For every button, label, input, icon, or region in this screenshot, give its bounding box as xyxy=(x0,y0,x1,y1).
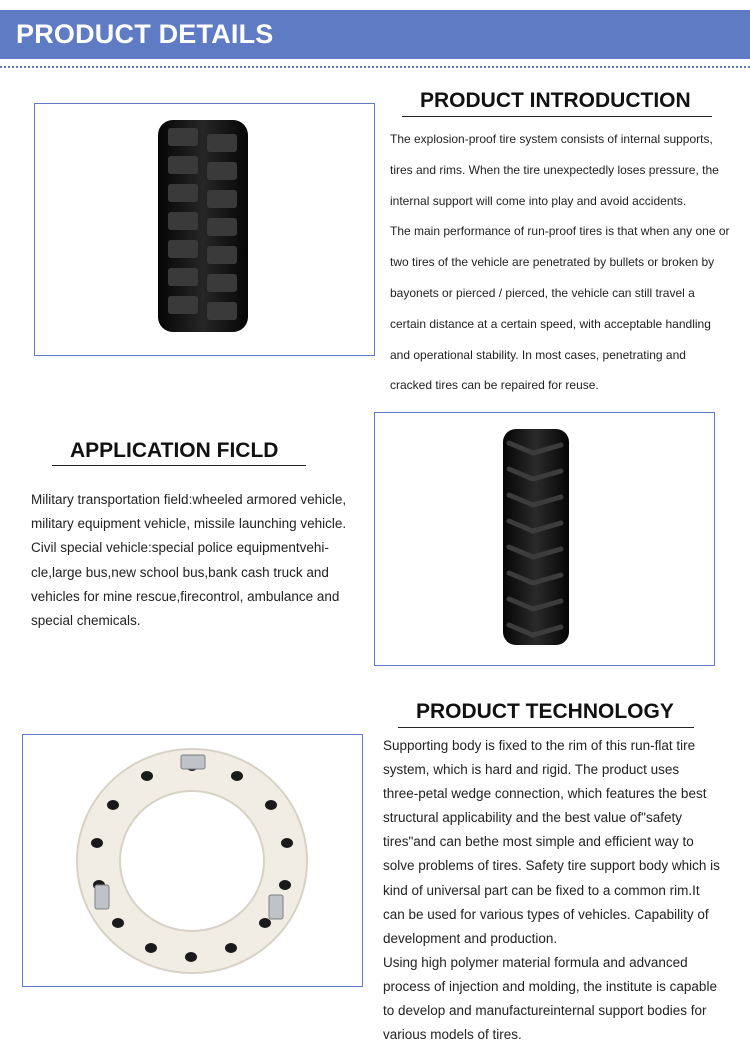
text-line: solve problems of tires. Safety tire support body which is xyxy=(383,858,720,874)
text-line: bayonets or pierced / pierced, the vehicle can still travel a xyxy=(390,285,695,300)
tire-photo-1 xyxy=(35,104,374,355)
text-line: process of injection and molding, the institute is capable xyxy=(383,978,717,994)
text-line: cracked tires can be repaired for reuse. xyxy=(390,378,599,393)
text-line: tires"and can bethe most simple and efficient way to xyxy=(383,834,694,850)
text-line: kind of universal part can be fixed to a common rim.It xyxy=(383,882,700,898)
text-line: cle,large bus,new school bus,bank cash truck and xyxy=(31,564,329,580)
introduction-heading-underline xyxy=(402,116,712,117)
technology-text xyxy=(383,734,745,1047)
text-line: three-petal wedge connection, which features the best xyxy=(383,786,707,802)
text-line: various models of tires. xyxy=(383,1027,522,1043)
text-line: The explosion-proof tire system consists of internal supports, xyxy=(390,132,713,146)
dotted-divider xyxy=(0,66,750,68)
text-line: two tires of the vehicle are penetrated by bullets or broken by xyxy=(390,255,715,270)
support-ring-photo xyxy=(23,735,362,986)
application-heading: APPLICATION FICLD xyxy=(70,439,279,462)
application-heading-underline xyxy=(52,465,306,466)
text-line: special chemicals. xyxy=(31,613,141,629)
text-line: Civil special vehicle:special police equipmentvehi- xyxy=(31,540,329,556)
text-line: structural applicability and the best value of"safety xyxy=(383,810,682,826)
text-line: Supporting body is fixed to the rim of this run-flat tire xyxy=(383,738,696,753)
text-line: The main performance of run-proof tires is that when any one or xyxy=(390,224,730,239)
text-line: military equipment vehicle, missile launching vehicle. xyxy=(31,516,347,532)
text-line: development and production. xyxy=(383,930,558,946)
tire-photo-2 xyxy=(375,413,714,665)
introduction-text xyxy=(390,128,746,405)
section-banner xyxy=(0,10,750,59)
text-line: and operational stability. In most cases, penetrating and xyxy=(390,347,686,362)
text-line: vehicles for mine rescue,firecontrol, ambulance and xyxy=(31,588,340,604)
text-line: internal support will come into play and avoid accidents. xyxy=(390,193,687,208)
text-line: can be used for various types of vehicles. Capability of xyxy=(383,906,709,922)
text-line: system, which is hard and rigid. The product uses xyxy=(383,762,680,778)
tire-photo-frame-2 xyxy=(374,412,715,666)
banner-title: PRODUCT DETAILS xyxy=(16,19,274,49)
text-line: certain distance at a certain speed, with acceptable handling xyxy=(390,316,711,331)
technology-heading-underline xyxy=(398,727,694,728)
support-ring-photo-frame xyxy=(22,734,363,987)
introduction-heading: PRODUCT INTRODUCTION xyxy=(420,89,691,112)
tire-photo-frame-1 xyxy=(34,103,375,356)
application-text xyxy=(31,488,371,633)
text-line: Using high polymer material formula and advanced xyxy=(383,954,688,970)
text-line: to develop and manufactureinternal support bodies for xyxy=(383,1003,707,1019)
technology-heading: PRODUCT TECHNOLOGY xyxy=(416,700,674,723)
text-line: tires and rims. When the tire unexpectedly loses pressure, the xyxy=(390,162,719,177)
text-line: Military transportation field:wheeled armored vehicle, xyxy=(31,492,347,507)
